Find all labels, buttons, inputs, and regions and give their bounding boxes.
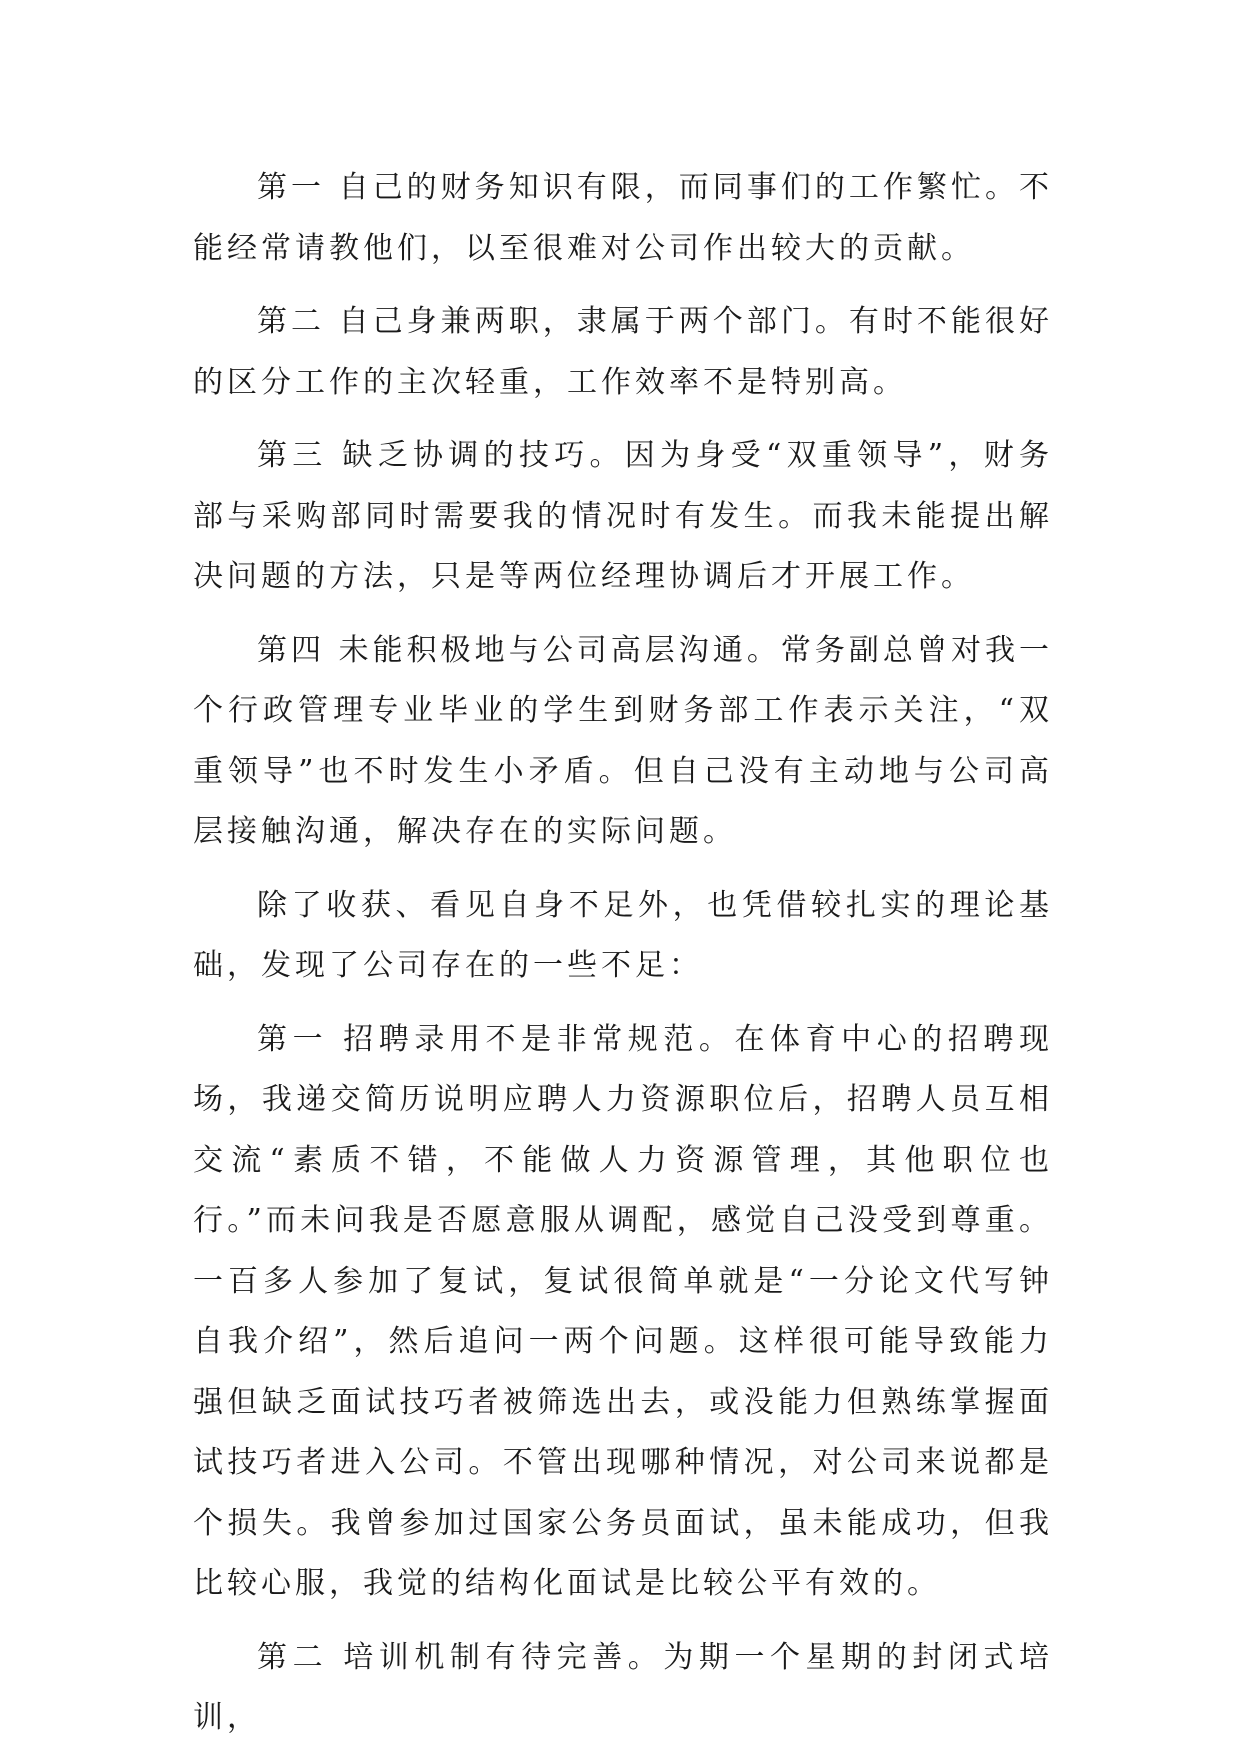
paragraph-6: 第一 招聘录用不是非常规范。在体育中心的招聘现场，我递交简历说明应聘人力资源职位后，招聘人员互相交流“素质不错，不能做人力资源管理，其他职位也行。”而未问我是否愿意服从调配，感觉自己没受到尊重。一百多人参加了复试，复试很简单就是“一分论文代写钟自我介绍”，然后追问一两个问题。这样很可能导致能力强但缺乏面试技巧者被筛选出去，或没能力但熟练掌握面试技巧者进入公司。不管出现哪种情况，对公司来说都是个损失。我曾参加过国家公务员面试，虽未能成功，但我比较心服，我觉的结构化面试是比较公平有效的。 xyxy=(193,1021,1053,1601)
paragraph-3: 第三 缺乏协调的技巧。因为身受“双重领导”，财务部与采购部同时需要我的情况时有发生。而我未能提出解决问题的方法，只是等两位经理协调后才开展工作。 xyxy=(193,438,1053,594)
paragraph-5: 除了收获、看见自身不足外，也凭借较扎实的理论基础，发现了公司存在的一些不足： xyxy=(193,887,1053,983)
document-body xyxy=(193,158,1053,1749)
paragraph-4: 第四 未能积极地与公司高层沟通。常务副总曾对我一个行政管理专业毕业的学生到财务部工作表示关注，“双重领导”也不时发生小矛盾。但自己没有主动地与公司高层接触沟通，解决存在的实际问题。 xyxy=(193,632,1053,849)
paragraph-1: 第一 自己的财务知识有限，而同事们的工作繁忙。不能经常请教他们，以至很难对公司作出较大的贡献。 xyxy=(193,170,1053,266)
paragraph-2: 第二 自己身兼两职，隶属于两个部门。有时不能很好的区分工作的主次轻重，工作效率不是特别高。 xyxy=(193,304,1053,400)
paragraph-7: 第二 培训机制有待完善。为期一个星期的封闭式培训， xyxy=(193,1639,1053,1735)
